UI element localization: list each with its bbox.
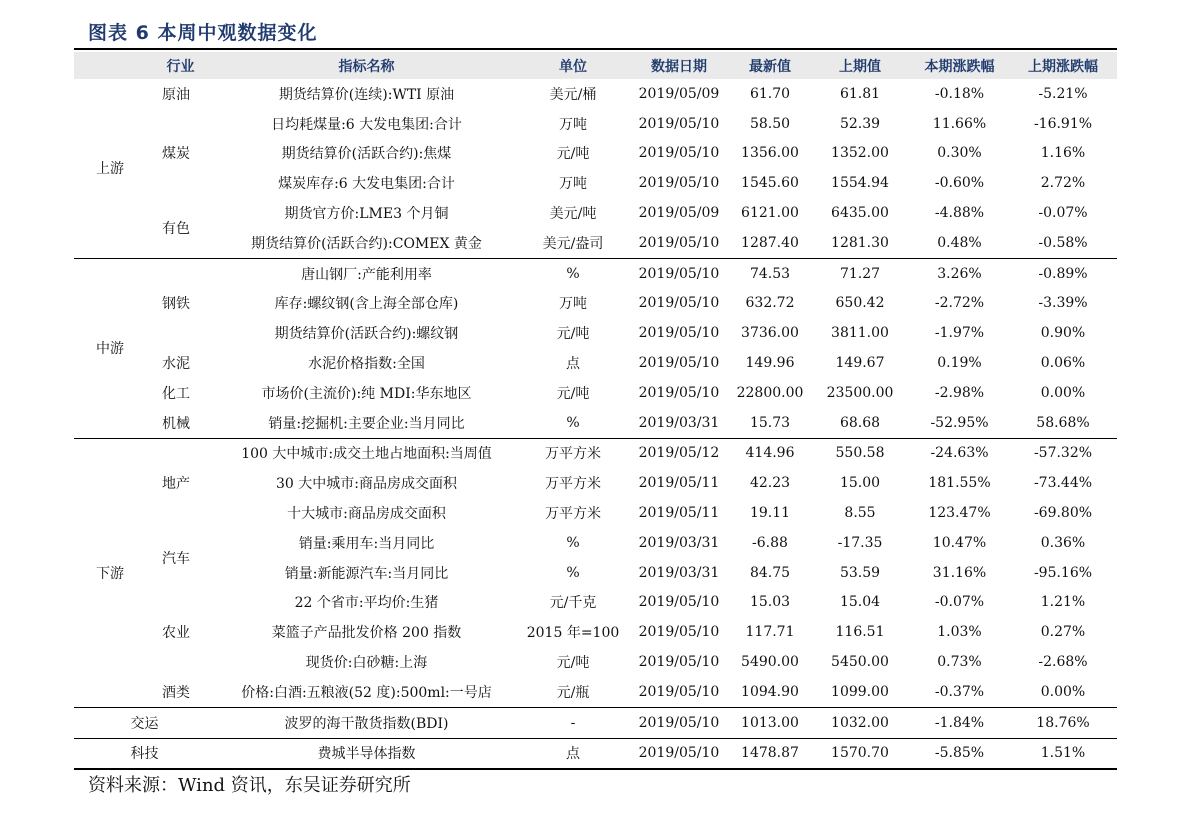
unit-cell: % <box>566 414 580 431</box>
prev-cell: 650.42 <box>835 295 885 312</box>
latest-cell: 117.71 <box>745 624 795 641</box>
date-cell: 2019/05/10 <box>628 707 730 738</box>
table-row <box>74 198 1117 228</box>
change-cell: -2.98% <box>934 384 985 401</box>
change-cell: -0.07% <box>934 594 985 611</box>
table-row <box>74 318 1117 348</box>
date-cell: 2019/05/10 <box>638 115 720 132</box>
prev-change-cell: 1.51% <box>1009 738 1117 769</box>
unit-cell: 元/千克 <box>549 595 597 612</box>
unit-cell: 万吨 <box>559 176 587 193</box>
latest-cell: 1545.60 <box>741 175 799 192</box>
change-cell: -24.63% <box>910 438 1009 468</box>
indicator-name: 水泥价格指数:全国 <box>308 356 425 373</box>
category-machinery: 机械 <box>162 415 190 432</box>
latest-cell: 6121.00 <box>741 205 799 222</box>
indicator-name: 十大城市:商品房成交面积 <box>287 506 446 523</box>
indicator-name: 市场价(主流价):纯 MDI:华东地区 <box>261 385 472 402</box>
unit-cell: 美元/盎司 <box>542 235 604 252</box>
prev-cell: 1032.00 <box>810 707 910 738</box>
table-row <box>74 348 1117 378</box>
segment-downstream: 下游 <box>74 438 146 707</box>
indicator-name: 销量:乘用车:当月同比 <box>298 535 435 552</box>
prev-change-cell: 1.21% <box>1040 594 1086 611</box>
prev-change-cell: -69.80% <box>1033 505 1093 522</box>
unit-cell: 万吨 <box>559 296 587 313</box>
indicator-name: 期货结算价(活跃合约):COMEX 黄金 <box>251 235 482 252</box>
latest-cell: 58.50 <box>749 115 791 132</box>
unit-cell: 美元/吨 <box>549 206 597 223</box>
indicator-name: 费城半导体指数 <box>215 738 518 769</box>
latest-cell: 1013.00 <box>730 707 810 738</box>
category-nonferrous: 有色 <box>162 220 190 237</box>
header-segment <box>74 52 146 79</box>
unit-cell: 元/瓶 <box>556 684 590 701</box>
date-cell: 2019/05/10 <box>638 175 720 192</box>
change-cell: 0.48% <box>937 234 982 251</box>
indicator-name: 22 个省市:平均价:生猪 <box>294 595 439 612</box>
indicator-name: 日均耗煤量:6 大发电集团:合计 <box>271 116 462 133</box>
latest-cell: 1356.00 <box>741 145 799 162</box>
latest-cell: 1478.87 <box>730 738 810 769</box>
indicator-name: 期货官方价:LME3 个月铜 <box>284 206 449 223</box>
unit-cell: 点 <box>566 356 580 373</box>
table-row <box>74 617 1117 647</box>
date-cell: 2019/05/11 <box>638 505 720 522</box>
change-cell: -52.95% <box>930 414 989 431</box>
unit-cell: - <box>518 707 628 738</box>
prev-cell: 53.59 <box>839 564 881 581</box>
header-industry: 行业 <box>146 52 215 79</box>
indicator-name: 库存:螺纹钢(含上海全部仓库) <box>274 296 459 313</box>
unit-cell: 元/吨 <box>556 385 590 402</box>
table-row <box>74 528 1117 558</box>
latest-cell: 1094.90 <box>741 683 799 700</box>
header-prev-change: 上期涨跌幅 <box>1009 52 1117 79</box>
header-unit: 单位 <box>518 52 628 79</box>
category-chemical: 化工 <box>162 385 190 402</box>
date-cell: 2019/05/10 <box>638 234 720 251</box>
prev-cell: 5450.00 <box>831 654 889 671</box>
date-cell: 2019/03/31 <box>638 414 720 431</box>
unit-cell: 万平方米 <box>545 476 601 493</box>
unit-cell: % <box>566 564 580 581</box>
unit-cell: 2015 年=100 <box>526 625 620 642</box>
latest-cell: 15.03 <box>749 594 791 611</box>
change-cell: -0.37% <box>934 683 985 700</box>
unit-cell: 元/吨 <box>556 146 590 163</box>
date-cell: 2019/05/10 <box>638 295 720 312</box>
latest-cell: 84.75 <box>749 564 791 581</box>
prev-cell: 149.67 <box>835 355 885 372</box>
change-cell: 0.73% <box>937 654 982 671</box>
indicator-name: 期货结算价(活跃合约):焦煤 <box>281 146 452 163</box>
date-cell: 2019/05/10 <box>638 654 720 671</box>
header-row <box>74 52 1117 79</box>
table-row <box>74 738 1117 769</box>
prev-change-cell: 0.00% <box>1040 384 1086 401</box>
indicator-name: 期货结算价(连续):WTI 原油 <box>278 86 455 103</box>
prev-change-cell: 18.76% <box>1009 707 1117 738</box>
prev-cell: 116.51 <box>835 624 885 641</box>
latest-cell: 3736.00 <box>741 325 799 342</box>
latest-cell: 632.72 <box>745 295 795 312</box>
latest-cell: 5490.00 <box>741 654 799 671</box>
prev-cell: 71.27 <box>810 258 910 288</box>
change-cell: -4.88% <box>934 205 985 222</box>
prev-cell: 68.68 <box>839 414 881 431</box>
table-row <box>74 168 1117 198</box>
latest-cell: 149.96 <box>745 355 795 372</box>
unit-cell: % <box>518 258 628 288</box>
table-row <box>74 707 1117 738</box>
date-cell: 2019/05/10 <box>628 738 730 769</box>
header-latest: 最新值 <box>730 52 810 79</box>
indicator-name: 销量:新能源汽车:当月同比 <box>284 565 449 582</box>
top-rule <box>74 48 1117 50</box>
table-row <box>74 139 1117 169</box>
table-row <box>74 558 1117 588</box>
change-cell: 0.30% <box>937 145 982 162</box>
date-cell: 2019/05/11 <box>638 475 720 492</box>
change-cell: 123.47% <box>928 505 991 522</box>
header-date: 数据日期 <box>628 52 730 79</box>
date-cell: 2019/05/10 <box>638 384 720 401</box>
table-row <box>74 438 1117 468</box>
prev-change-cell: -3.39% <box>1038 295 1088 312</box>
indicator-name: 价格:白酒:五粮液(52 度):500ml:一号店 <box>241 684 492 701</box>
change-cell: -0.18% <box>934 85 985 102</box>
date-cell: 2019/05/10 <box>628 258 730 288</box>
change-cell: 0.19% <box>937 355 982 372</box>
change-cell: -2.72% <box>934 295 985 312</box>
latest-cell: 22800.00 <box>736 384 804 401</box>
change-cell: 11.66% <box>932 115 987 132</box>
prev-change-cell: -16.91% <box>1033 115 1093 132</box>
prev-cell: 15.00 <box>839 475 881 492</box>
date-cell: 2019/03/31 <box>638 564 720 581</box>
prev-change-cell: -95.16% <box>1033 564 1093 581</box>
header-change: 本期涨跌幅 <box>910 52 1009 79</box>
change-cell: -5.85% <box>910 738 1009 769</box>
prev-change-cell: 1.16% <box>1040 145 1086 162</box>
figure-title: 图表 6 本周中观数据变化 <box>88 22 318 44</box>
unit-cell: 元/吨 <box>556 655 590 672</box>
prev-change-cell: 0.90% <box>1040 325 1086 342</box>
category-property: 地产 <box>146 438 215 528</box>
category-liquor: 酒类 <box>162 684 190 701</box>
segment-midstream: 中游 <box>74 258 146 438</box>
category-crude: 原油 <box>162 86 190 103</box>
change-cell: 1.03% <box>937 624 982 641</box>
prev-change-cell: -2.68% <box>1038 654 1088 671</box>
prev-cell: 550.58 <box>810 438 910 468</box>
category-agri: 农业 <box>162 625 190 642</box>
unit-cell: 元/吨 <box>556 326 590 343</box>
date-cell: 2019/05/10 <box>638 683 720 700</box>
date-cell: 2019/05/10 <box>638 145 720 162</box>
category-cement: 水泥 <box>162 356 190 373</box>
prev-cell: 15.04 <box>839 594 881 611</box>
prev-cell: 23500.00 <box>826 384 894 401</box>
indicator-name: 波罗的海干散货指数(BDI) <box>215 707 518 738</box>
change-cell: -1.84% <box>910 707 1009 738</box>
prev-cell: -17.35 <box>837 534 883 551</box>
table-row <box>74 79 1117 109</box>
unit-cell: 万平方米 <box>518 438 628 468</box>
latest-cell: 61.70 <box>749 85 791 102</box>
prev-cell: 1570.70 <box>810 738 910 769</box>
date-cell: 2019/05/10 <box>638 594 720 611</box>
table-row <box>74 378 1117 408</box>
unit-cell: 美元/桶 <box>549 86 597 103</box>
table-row <box>74 588 1117 618</box>
change-cell: -1.97% <box>934 325 985 342</box>
unit-cell: 点 <box>518 738 628 769</box>
change-cell: 181.55% <box>928 475 991 492</box>
prev-change-cell: 2.72% <box>1040 175 1086 192</box>
date-cell: 2019/03/31 <box>638 534 720 551</box>
prev-change-cell: -73.44% <box>1033 475 1093 492</box>
latest-cell: 42.23 <box>749 475 791 492</box>
prev-cell: 1099.00 <box>831 683 889 700</box>
table-row <box>74 647 1117 677</box>
prev-cell: 52.39 <box>839 115 881 132</box>
segment-tech: 科技 <box>74 738 215 769</box>
date-cell: 2019/05/10 <box>638 355 720 372</box>
segment-upstream: 上游 <box>96 161 124 178</box>
macro-data-table <box>74 52 1117 770</box>
unit-cell: % <box>566 534 580 551</box>
indicator-name: 100 大中城市:成交土地占地面积:当周值 <box>215 438 518 468</box>
table-row <box>74 498 1117 528</box>
date-cell: 2019/05/09 <box>638 85 720 102</box>
prev-change-cell: 58.68% <box>1036 414 1090 431</box>
prev-cell: 1281.30 <box>831 234 889 251</box>
table-row <box>74 258 1117 288</box>
indicator-name: 唐山钢厂:产能利用率 <box>215 258 518 288</box>
latest-cell: -6.88 <box>752 534 788 551</box>
prev-cell: 1352.00 <box>831 145 889 162</box>
date-cell: 2019/05/10 <box>638 325 720 342</box>
category-auto: 汽车 <box>162 550 190 567</box>
date-cell: 2019/05/12 <box>628 438 730 468</box>
latest-cell: 19.11 <box>749 505 791 522</box>
table-row <box>74 408 1117 438</box>
prev-change-cell: 0.00% <box>1040 683 1086 700</box>
indicator-name: 销量:挖掘机:主要企业:当月同比 <box>268 415 465 432</box>
prev-cell: 61.81 <box>839 85 881 102</box>
prev-change-cell: 0.36% <box>1040 534 1086 551</box>
prev-change-cell: 0.06% <box>1040 355 1086 372</box>
category-steel: 钢铁 <box>146 258 215 348</box>
indicator-name: 菜篮子产品批发价格 200 指数 <box>271 625 462 642</box>
indicator-name: 煤炭库存:6 大发电集团:合计 <box>278 176 455 193</box>
unit-cell: 万吨 <box>559 116 587 133</box>
indicator-name: 期货结算价(活跃合约):螺纹钢 <box>274 326 459 343</box>
prev-change-cell: -0.89% <box>1009 258 1117 288</box>
header-indicator: 指标名称 <box>215 52 518 79</box>
category-coal: 煤炭 <box>162 146 190 163</box>
change-cell: 3.26% <box>910 258 1009 288</box>
table-row <box>74 228 1117 258</box>
prev-change-cell: -57.32% <box>1009 438 1117 468</box>
indicator-name: 30 大中城市:商品房成交面积 <box>276 476 457 493</box>
date-cell: 2019/05/09 <box>638 205 720 222</box>
latest-cell: 74.53 <box>730 258 810 288</box>
prev-change-cell: -5.21% <box>1038 85 1088 102</box>
table-row <box>74 289 1117 319</box>
prev-cell: 6435.00 <box>831 205 889 222</box>
date-cell: 2019/05/10 <box>638 624 720 641</box>
prev-cell: 1554.94 <box>831 175 889 192</box>
change-cell: 10.47% <box>932 534 987 551</box>
table-row <box>74 468 1117 498</box>
prev-cell: 3811.00 <box>831 325 889 342</box>
prev-cell: 8.55 <box>844 505 876 522</box>
change-cell: -0.60% <box>934 175 985 192</box>
latest-cell: 1287.40 <box>741 234 799 251</box>
prev-change-cell: -0.58% <box>1038 234 1088 251</box>
unit-cell: 万平方米 <box>545 506 601 523</box>
latest-cell: 414.96 <box>730 438 810 468</box>
header-previous: 上期值 <box>810 52 910 79</box>
source-note: 资料来源：Wind 资讯，东吴证券研究所 <box>88 775 411 796</box>
latest-cell: 15.73 <box>749 414 791 431</box>
prev-change-cell: -0.07% <box>1038 205 1088 222</box>
table-row <box>74 109 1117 139</box>
prev-change-cell: 0.27% <box>1040 624 1086 641</box>
table-row <box>74 677 1117 707</box>
indicator-name: 现货价:白砂糖:上海 <box>305 655 428 672</box>
change-cell: 31.16% <box>932 564 987 581</box>
segment-shipping: 交运 <box>74 707 215 738</box>
